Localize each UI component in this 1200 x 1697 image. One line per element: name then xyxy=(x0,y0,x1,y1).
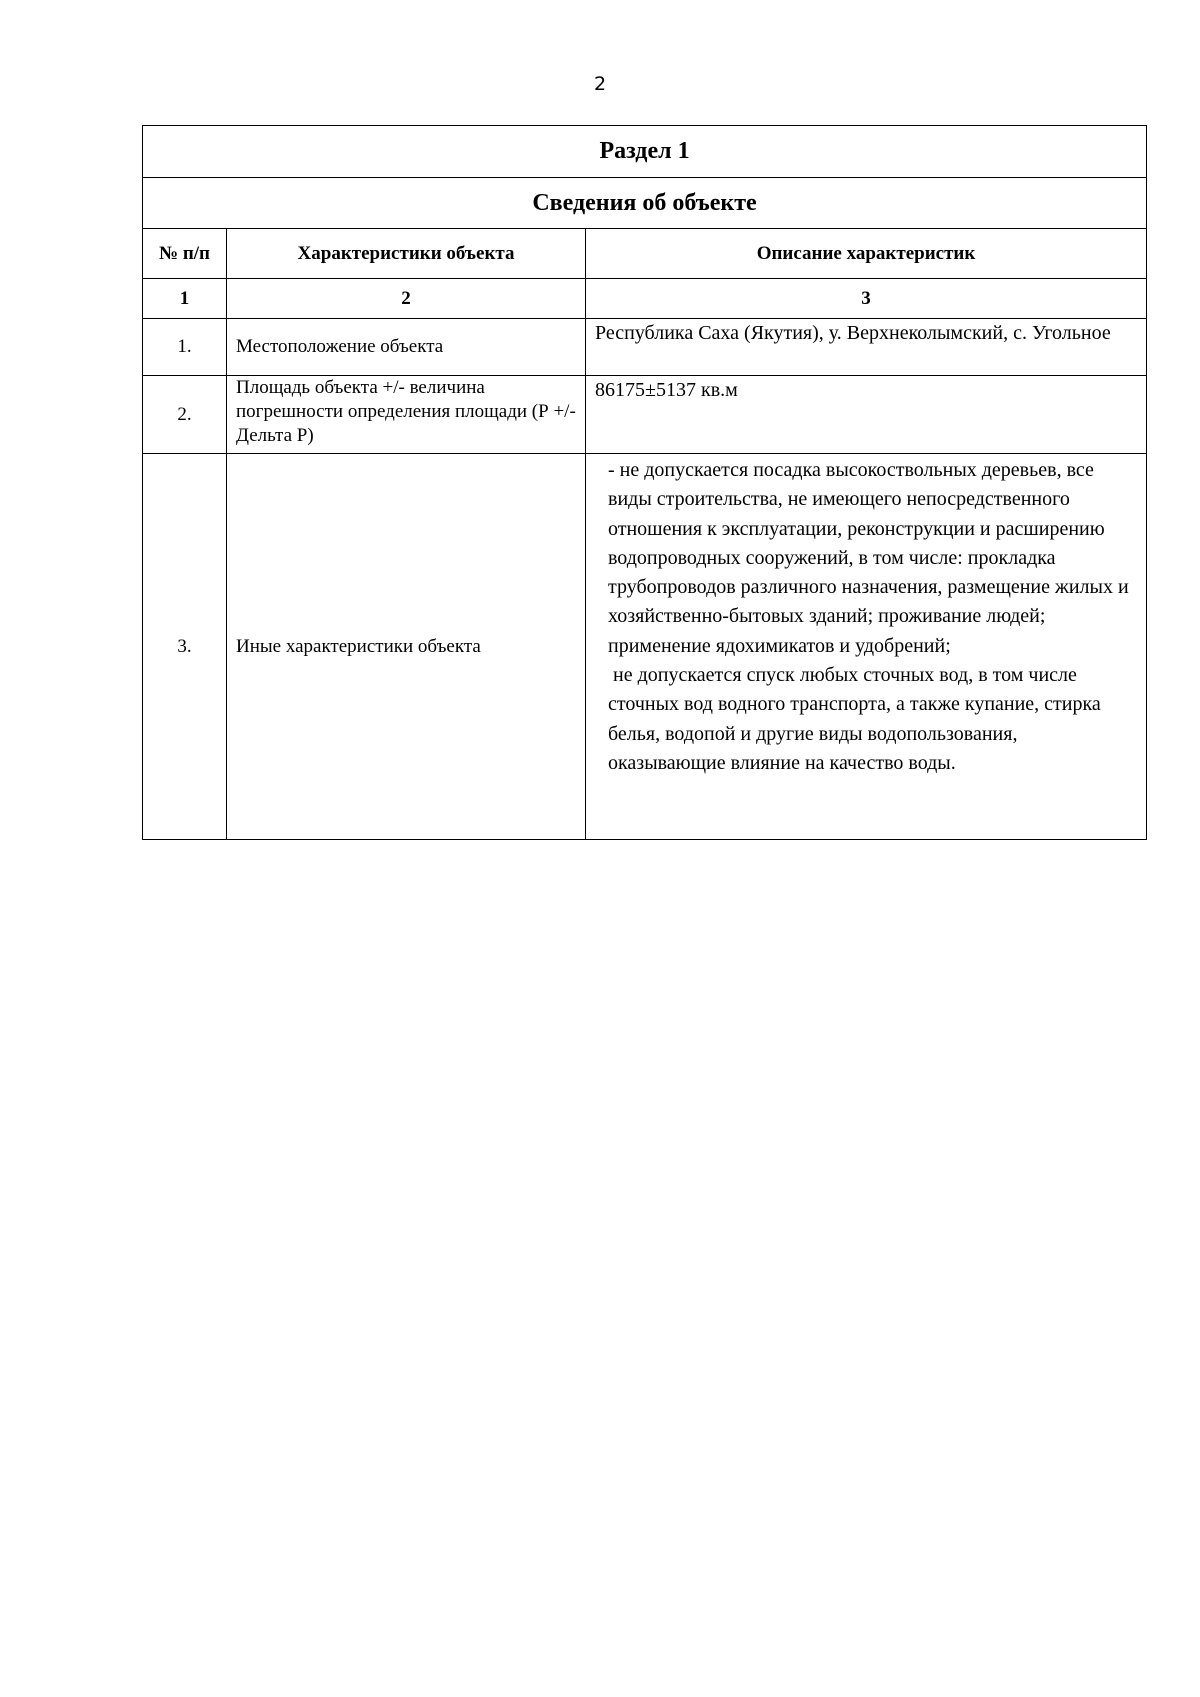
column-number-row xyxy=(143,279,1147,319)
row-number: 1. xyxy=(143,319,227,376)
section-title: Раздел 1 xyxy=(143,126,1147,178)
row-number: 2. xyxy=(143,376,227,454)
table-header-row xyxy=(143,229,1147,279)
row-characteristic: Иные характеристики объекта xyxy=(227,454,586,840)
section-title-row xyxy=(143,126,1147,178)
header-characteristic: Характеристики объекта xyxy=(227,229,586,279)
description-paragraph: не допускается спуск любых сточных вод, в том числе сточных вод водного транспорта, а также купание, стирка белья, водопой и другие виды водопользования, оказывающие влияние на качество воды. xyxy=(608,664,1106,774)
row-description xyxy=(586,454,1147,840)
object-info-table xyxy=(142,125,1147,840)
row-description: 86175±5137 кв.м xyxy=(586,376,1147,454)
page-number: 2 xyxy=(593,73,607,95)
table-row xyxy=(143,319,1147,376)
row-characteristic: Площадь объекта +/- величина погрешности определения площади (Р +/- Дельта Р) xyxy=(227,376,586,454)
header-number: № п/п xyxy=(143,229,227,279)
row-characteristic: Местоположение объекта xyxy=(227,319,586,376)
description-paragraph: - не допускается посадка высокоствольных деревьев, все виды строительства, не имеющего непосредственного отношения к эксплуатации, реконструкции и расширению водопроводных сооружений, в том числе: прокладка трубопроводов различного назначения, размещение жилых и хозяйственно-бытовых зданий; проживание людей; применение ядохимикатов и удобрений; xyxy=(608,459,1134,657)
column-number-1: 1 xyxy=(143,279,227,319)
column-number-3: 3 xyxy=(586,279,1147,319)
section-subtitle-row xyxy=(143,178,1147,229)
row-description: Республика Саха (Якутия), у. Верхнеколымский, с. Угольное xyxy=(586,319,1147,376)
header-description: Описание характеристик xyxy=(586,229,1147,279)
table-row xyxy=(143,376,1147,454)
table-row xyxy=(143,454,1147,840)
section-subtitle: Сведения об объекте xyxy=(143,178,1147,229)
row-number: 3. xyxy=(143,454,227,840)
column-number-2: 2 xyxy=(227,279,586,319)
